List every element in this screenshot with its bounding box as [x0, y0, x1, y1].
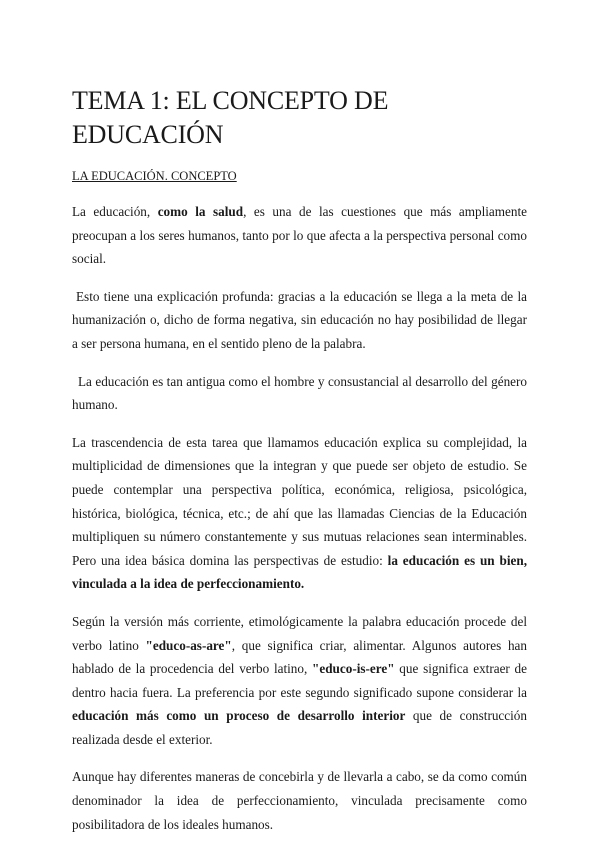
p4-text-a: La trascendencia de esta tarea que llamamos educación explica su complejidad, la multiplicidad de dimensiones que la integran y que puede ser objeto de estudio. Se puede contemplar una perspectiva política, económica, religiosa, psicológica, histórica, biológica, técnica, etc.; de ahí que las llamadas Ciencias de la Educación multipliquen su número constantemente y sus mutuas relaciones sean interminables. Pero una idea básica domina las perspectivas de estudio: [72, 434, 527, 568]
p1-text-a: La educación, [72, 204, 158, 219]
p5-text-g: que de construcción realizada desde el exterior. [72, 708, 527, 747]
p1-bold: como la salud [157, 204, 244, 219]
paragraph-6: Aunque hay diferentes maneras de concebirla y de llevarla a cabo, se da como común denominador la idea de perfeccionamiento, vinculada precisamente como posibilitadora de los ideales humanos. [72, 769, 527, 832]
p1-text-c: , es una de las cuestiones que más ampliamente preocupan a los seres humanos, tanto por lo que afecta a la perspectiva personal como social. [72, 204, 527, 267]
p5-bold-educare: "educo-as-are" [145, 637, 232, 653]
p5-bold-educere: "educo-is-ere" [312, 661, 395, 677]
paragraph-2: Esto tiene una explicación profunda: gracias a la educación se llega a la meta de la humanización o, dicho de forma negativa, sin educación no hay posibilidad de llegar a ser persona humana, en el sentido pleno de la palabra. [72, 288, 527, 351]
page-title: TEMA 1: EL CONCEPTO DE EDUCACIÓN [72, 86, 389, 149]
p5-text-c: , que significa criar, alimentar. Algunos autores han hablado de la procedencia del verbo latino, [72, 637, 527, 677]
paragraph-1 [72, 200, 527, 271]
p5-text-e: que significa extraer de dentro hacia fuera. La preferencia por este segundo significado supone considerar la [72, 661, 528, 700]
p5-text-a: Según la versión más corriente, etimológicamente la palabra educación procede del verbo latino [72, 613, 527, 653]
p4-bold: la educación es un bien, vinculada a la idea de perfeccionamiento. [72, 552, 527, 592]
paragraph-4 [72, 431, 527, 596]
section-subtitle: LA EDUCACIÓN. CONCEPTO [72, 169, 237, 183]
document-page [72, 84, 527, 850]
paragraph-3: La educación es tan antigua como el hombre y consustancial al desarrollo del género humano. [72, 373, 527, 413]
paragraph-5 [72, 610, 527, 752]
p5-bold-process: educación más como un proceso de desarrollo interior [72, 708, 406, 724]
